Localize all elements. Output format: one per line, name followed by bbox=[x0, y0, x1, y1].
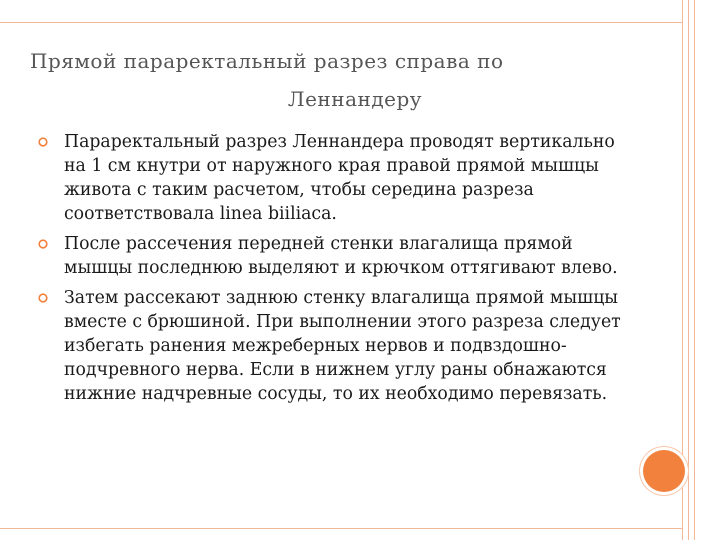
slide-title-line-1: Прямой параректальный разрез справа по bbox=[30, 49, 504, 73]
orange-circle-decoration bbox=[643, 450, 685, 492]
ring-bullet-icon bbox=[38, 137, 48, 147]
slide-title-line-2: Леннандеру bbox=[287, 87, 423, 111]
bullet-text: После рассечения передней стенки влагалища прямой мышцы последнюю выделяют и крючком оттягивают влево. bbox=[64, 234, 618, 278]
frame-line-vertical bbox=[694, 0, 695, 540]
ring-bullet-icon bbox=[38, 239, 48, 249]
bullet-item bbox=[38, 130, 638, 226]
bullet-text: Затем рассекают заднюю стенку влагалища прямой мышцы вместе с брюшиной. При выполнении этого разреза следует избегать ранения межреберных нервов и подвздошно-подчревного нерва. Если в нижнем углу раны обнажаются нижние надчревные сосуды, то их необходимо перевязать. bbox=[64, 288, 621, 404]
bullet-list bbox=[38, 130, 638, 412]
frame-line-horizontal bbox=[0, 528, 683, 529]
slide-title bbox=[30, 42, 660, 118]
bullet-item bbox=[38, 286, 638, 406]
ring-bullet-icon bbox=[38, 293, 48, 303]
frame-line-vertical bbox=[682, 0, 683, 540]
frame-line-horizontal bbox=[0, 22, 683, 23]
frame-line-vertical bbox=[688, 0, 689, 540]
bullet-text: Параректальный разрез Леннандера проводят вертикально на 1 см кнутри от наружного края правой прямой мышцы живота с таким расчетом, чтобы середина разреза соответствовала linea biiliaca. bbox=[64, 132, 615, 224]
bullet-item bbox=[38, 232, 638, 280]
